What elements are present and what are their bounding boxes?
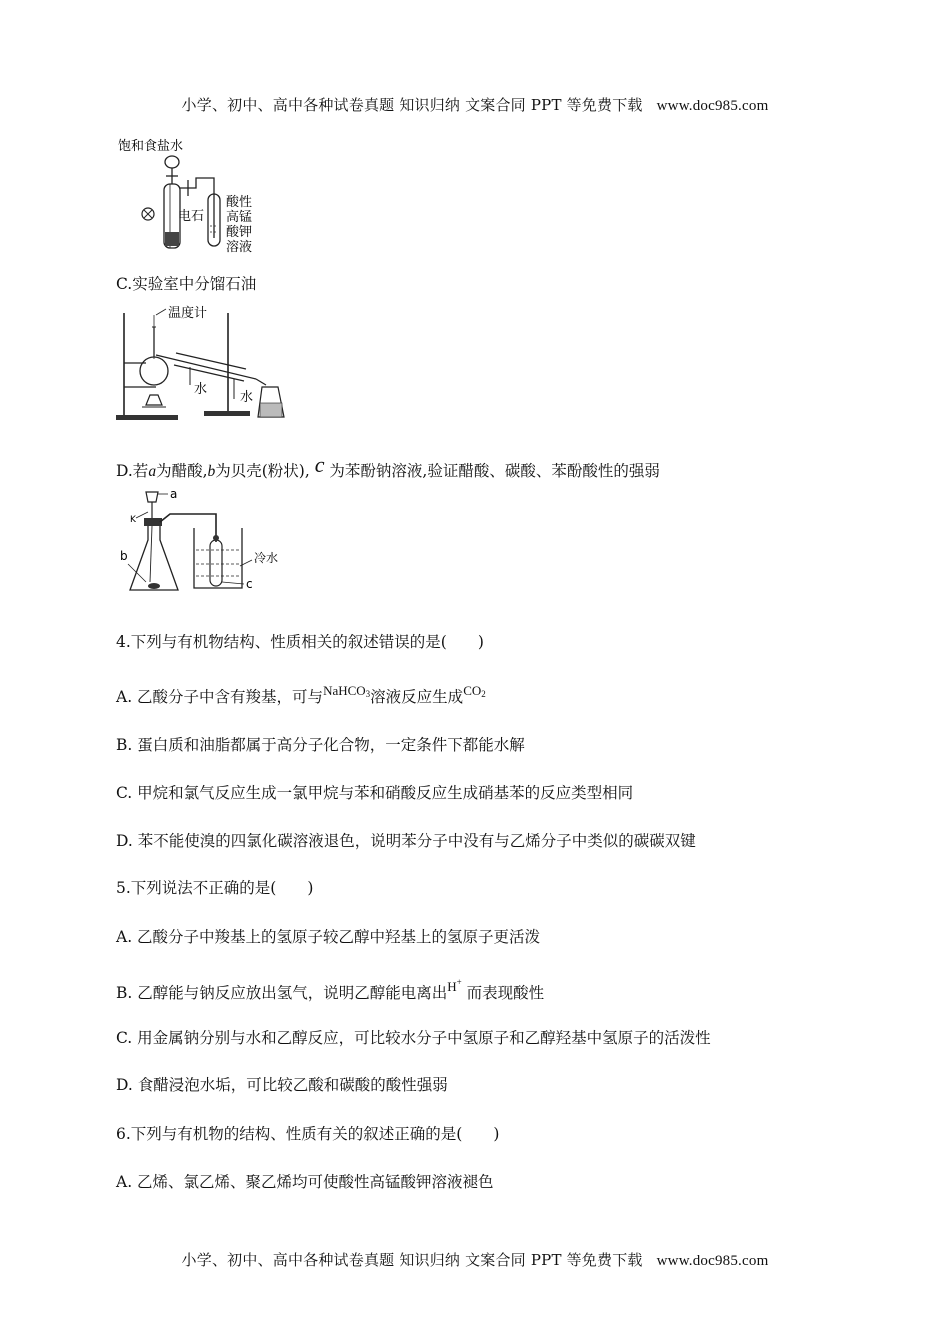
option-d-mid2: 为贝壳(粉状),	[215, 462, 310, 480]
q5-option-a: A. 乙酸分子中羧基上的氢原子较乙醇中羟基上的氢原子更活泼	[116, 928, 541, 946]
var-c: c	[314, 452, 325, 477]
label-acidic-4: 溶液	[226, 240, 253, 254]
q5-option-b	[116, 977, 544, 1003]
header-text: 小学、初中、高中各种试卷真题 知识归纳 文案合同 PPT 等免费下载	[181, 96, 643, 114]
option-d-mid1: 为醋酸,	[156, 462, 208, 480]
label-water-out: 水	[240, 390, 254, 405]
label-c: c	[246, 577, 253, 591]
chem-h-sup: +	[456, 977, 462, 987]
label-acidic-2: 高锰	[226, 210, 253, 225]
label-k: K	[130, 515, 136, 525]
chem-co2-sub: 2	[481, 689, 486, 699]
figure-distillation-apparatus	[116, 305, 286, 423]
var-a: a	[148, 463, 157, 480]
var-b: b	[207, 463, 216, 480]
q5-b-pre: B. 乙醇能与钠反应放出氢气，说明乙醇能电离出	[116, 984, 448, 1002]
option-d-post: 为苯酚钠溶液,验证醋酸、碳酸、苯酚酸性的强弱	[329, 462, 660, 480]
option-d	[116, 452, 660, 481]
chem-h-text: H	[447, 979, 457, 994]
label-calcium-carbide: 电石	[178, 209, 205, 224]
q5-option-d: D. 食醋浸泡水垢，可比较乙酸和碳酸的酸性强弱	[116, 1076, 448, 1094]
q5-b-post: 而表现酸性	[466, 984, 545, 1002]
chem-nahco3	[323, 683, 370, 698]
q5-stem: 5.下列说法不正确的是( )	[116, 879, 314, 897]
option-d-pre: D.若	[116, 462, 149, 480]
label-b: b	[120, 549, 128, 563]
q4-option-d: D. 苯不能使溴的四氯化碳溶液退色，说明苯分子中没有与乙烯分子中类似的碳碳双键	[116, 832, 696, 850]
page-header	[0, 94, 950, 115]
chem-nahco3-text: NaHCO	[323, 683, 366, 698]
label-acidic-3: 酸钾	[226, 225, 253, 240]
label-acidic-1: 酸性	[226, 195, 253, 210]
q4-option-c: C. 甲烷和氯气反应生成一氯甲烷与苯和硝酸反应生成硝基苯的反应类型相同	[116, 784, 634, 802]
chem-h-plus	[447, 979, 461, 994]
q4-option-b: B. 蛋白质和油脂都属于高分子化合物，一定条件下都能水解	[116, 736, 525, 754]
label-a: a	[170, 487, 178, 501]
chem-co2-text: CO	[463, 683, 482, 698]
figure-acid-strength-apparatus	[116, 484, 296, 600]
chem-co2	[463, 683, 486, 698]
q4-option-a	[116, 683, 486, 707]
q4-a-mid: 溶液反应生成	[370, 688, 464, 706]
footer-text: 小学、初中、高中各种试卷真题 知识归纳 文案合同 PPT 等免费下载	[181, 1251, 643, 1269]
q6-option-a: A. 乙烯、氯乙烯、聚乙烯均可使酸性高锰酸钾溶液褪色	[116, 1173, 494, 1191]
q4-a-pre: A. 乙酸分子中含有羧基，可与	[116, 688, 324, 706]
figure-acetylene-apparatus	[116, 134, 266, 254]
label-saturated-brine: 饱和食盐水	[118, 139, 184, 154]
label-cold-water: 冷水	[254, 551, 279, 565]
option-c: C.实验室中分馏石油	[116, 275, 257, 293]
q6-stem: 6.下列与有机物的结构、性质有关的叙述正确的是( )	[116, 1125, 500, 1143]
label-thermometer: 温度计	[168, 306, 208, 321]
q4-stem: 4.下列与有机物结构、性质相关的叙述错误的是( )	[116, 633, 484, 651]
header-site: www.doc985.com	[656, 98, 769, 114]
footer-site: www.doc985.com	[656, 1253, 769, 1269]
page-footer	[0, 1249, 950, 1270]
q5-option-c: C. 用金属钠分别与水和乙醇反应，可比较水分子中氢原子和乙醇羟基中氢原子的活泼性	[116, 1029, 711, 1047]
chem-nahco3-sub: 3	[365, 689, 371, 699]
label-water-in: 水	[194, 382, 208, 397]
